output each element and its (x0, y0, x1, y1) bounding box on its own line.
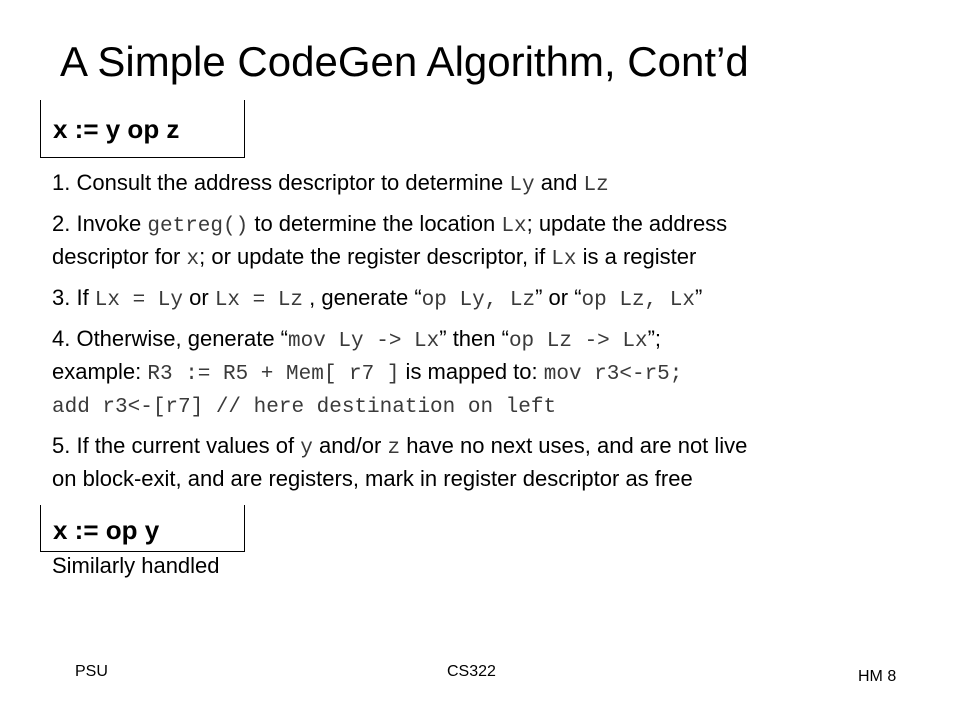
code-add-r3-r7: add r3<-[r7] // here destination on left (52, 396, 557, 419)
step-2-line-2b: ; or update the register descriptor, if (199, 244, 552, 269)
step-4-text-2: ” then “ (439, 326, 509, 351)
step-4 (52, 324, 932, 423)
code-op-ly-lz: op Ly, Lz (421, 289, 536, 312)
code-lx-eq-lz: Lx = Lz (214, 289, 304, 312)
step-2-line-2: descriptor for (52, 244, 187, 269)
code-mov-ly-lx: mov Ly -> Lx (288, 330, 440, 353)
step-3-text: 3. If (52, 285, 95, 310)
footer-left: PSU (75, 663, 108, 680)
step-3-text-4: ” or “ (535, 285, 582, 310)
step-2-line-2d: is a register (576, 244, 697, 269)
step-2 (52, 209, 932, 275)
step-2-text: 2. Invoke (52, 211, 148, 236)
code-y: y (300, 437, 313, 460)
code-op-lz-lx: op Lz, Lx (581, 289, 695, 312)
step-1-text: 1. Consult the address descriptor to determine (52, 170, 510, 195)
step-5-text: 5. If the current values of (52, 433, 301, 458)
algorithm-steps (52, 168, 932, 502)
step-2-text-2: to determine the location (248, 211, 502, 236)
step-3-text-2: or (183, 285, 215, 310)
footer-page-number: HM 8 (858, 668, 897, 685)
step-1-text-2: and (534, 170, 584, 195)
code-lx-eq-ly: Lx = Ly (94, 289, 184, 312)
step-1 (52, 168, 932, 201)
code-lz: Lz (583, 174, 609, 197)
step-5-text-3: have no next uses, and are not live (400, 433, 748, 458)
statement-box-binary (40, 100, 245, 158)
similarly-handled-text: Similarly handled (52, 553, 220, 578)
slide-title: A Simple CodeGen Algorithm, Cont’d (60, 38, 749, 85)
step-3-text-3: , generate “ (303, 285, 422, 310)
step-4-line-2: example: (52, 359, 148, 384)
code-op-lz-lx-2: op Lz -> Lx (508, 330, 648, 353)
statement-binary: x := y op z (53, 114, 180, 144)
code-ly: Ly (509, 174, 535, 197)
step-5-text-2: and/or (312, 433, 388, 458)
footer-center: CS322 (447, 663, 496, 680)
step-5-line-2: on block-exit, and are registers, mark in register descriptor as free (52, 466, 693, 491)
step-5 (52, 431, 932, 494)
step-4-line-2b: is mapped to: (399, 359, 544, 384)
code-getreg: getreg() (147, 215, 249, 238)
code-lx-2: Lx (551, 248, 577, 271)
code-example-expr: R3 := R5 + Mem[ r7 ] (147, 363, 400, 386)
statement-unary: x := op y (53, 515, 160, 545)
code-z: z (387, 437, 401, 460)
step-4-text: 4. Otherwise, generate “ (52, 326, 289, 351)
code-lx: Lx (501, 215, 527, 238)
code-x: x (186, 248, 200, 271)
code-mov-r3-r5: mov r3<-r5; (543, 363, 683, 386)
step-3 (52, 283, 932, 316)
step-2-text-3: ; update the address (526, 211, 728, 236)
step-4-text-3: ”; (647, 326, 662, 351)
step-3-text-5: ” (694, 285, 703, 310)
statement-box-unary (40, 505, 245, 552)
